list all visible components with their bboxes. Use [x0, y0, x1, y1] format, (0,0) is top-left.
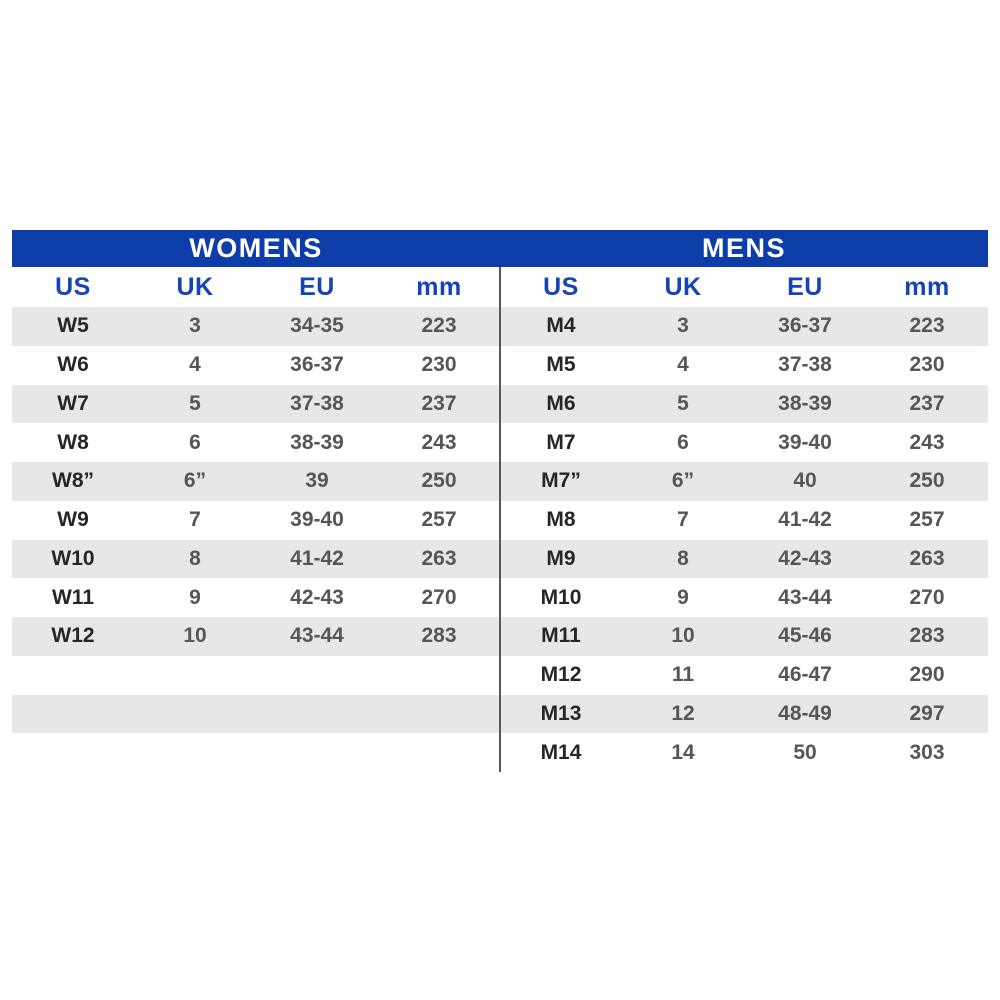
us-cell: M13 [540, 701, 582, 725]
mm-cell: 263 [421, 546, 457, 570]
eu-cell: 34-35 [290, 314, 344, 338]
mens-table [500, 267, 988, 772]
us-cell: M5 [546, 353, 576, 377]
mm-cell: 283 [421, 624, 457, 648]
us-cell: M10 [540, 585, 582, 609]
us-cell: M9 [546, 546, 576, 570]
mm-cell: 270 [909, 585, 945, 609]
empty-table-row [12, 733, 500, 772]
eu-cell: 39-40 [778, 430, 832, 454]
uk-cell: 10 [671, 624, 695, 648]
mm-cell: 230 [421, 353, 457, 377]
mm-cell: 243 [909, 430, 945, 454]
mm-cell: 290 [909, 663, 945, 687]
us-cell: W10 [51, 546, 95, 570]
table-row [500, 578, 988, 617]
us-cell: M11 [541, 624, 581, 648]
uk-cell: 8 [677, 546, 689, 570]
mm-cell: 270 [421, 585, 457, 609]
eu-cell: 37-38 [290, 391, 344, 415]
us-cell: W6 [57, 353, 89, 377]
eu-cell: 36-37 [778, 314, 832, 338]
uk-cell: 11 [671, 663, 695, 687]
us-cell: M6 [546, 391, 576, 415]
eu-cell: 42-43 [778, 546, 832, 570]
mm-cell: 243 [421, 430, 457, 454]
uk-cell: 12 [671, 701, 695, 725]
table-row [12, 346, 500, 385]
eu-cell: 45-46 [778, 624, 832, 648]
table-row [12, 462, 500, 501]
mm-cell: 237 [909, 391, 945, 415]
uk-cell: 7 [189, 508, 201, 532]
uk-cell: 8 [189, 546, 201, 570]
chart-body [12, 267, 988, 772]
uk-cell: 4 [189, 353, 201, 377]
uk-cell: 6” [671, 469, 695, 493]
column-header-eu: EU [787, 272, 823, 301]
us-cell: M14 [540, 740, 582, 764]
table-row [500, 617, 988, 656]
table-row [12, 307, 500, 346]
table-row [500, 307, 988, 346]
table-row [12, 423, 500, 462]
uk-cell: 3 [677, 314, 689, 338]
table-row [12, 617, 500, 656]
uk-cell: 5 [677, 391, 689, 415]
table-row [500, 423, 988, 462]
eu-cell: 43-44 [290, 624, 344, 648]
eu-cell: 39 [305, 469, 329, 493]
uk-cell: 7 [677, 508, 689, 532]
table-row [500, 346, 988, 385]
eu-cell: 38-39 [290, 430, 344, 454]
us-cell: W7 [57, 391, 89, 415]
table-row [500, 540, 988, 579]
table-row [500, 501, 988, 540]
mm-cell: 303 [909, 740, 945, 764]
us-cell: W8 [57, 430, 89, 454]
mens-section-title: MENS [701, 233, 786, 263]
us-cell: W8” [52, 469, 94, 493]
us-cell: M4 [546, 314, 576, 338]
size-conversion-chart [12, 230, 988, 772]
eu-cell: 43-44 [778, 585, 832, 609]
mm-cell: 230 [909, 353, 945, 377]
mm-cell: 223 [909, 314, 945, 338]
mm-cell: 223 [421, 314, 457, 338]
uk-cell: 6 [189, 430, 201, 454]
us-cell: W9 [57, 508, 89, 532]
eu-cell: 50 [793, 740, 817, 764]
mm-cell: 283 [909, 624, 945, 648]
mm-cell: 257 [909, 508, 945, 532]
chart-title-bar [12, 230, 988, 267]
column-header-uk: UK [176, 272, 214, 301]
us-cell: M7” [541, 469, 581, 493]
us-cell: W12 [51, 624, 95, 648]
column-header-eu: EU [299, 272, 335, 301]
us-cell: W11 [51, 585, 95, 609]
table-row [12, 501, 500, 540]
column-header-mm: mm [416, 272, 462, 301]
uk-cell: 3 [189, 314, 201, 338]
empty-table-row [12, 656, 500, 695]
uk-cell: 4 [677, 353, 689, 377]
eu-cell: 42-43 [290, 585, 344, 609]
uk-cell: 6 [677, 430, 689, 454]
mm-cell: 263 [909, 546, 945, 570]
uk-cell: 9 [189, 585, 201, 609]
us-cell: M8 [546, 508, 576, 532]
us-cell: M7 [546, 430, 576, 454]
womens-section-title: WOMENS [189, 233, 323, 263]
uk-cell: 6” [183, 469, 207, 493]
table-row [12, 385, 500, 424]
eu-cell: 41-42 [778, 508, 832, 532]
column-header-us: US [55, 272, 91, 301]
eu-cell: 37-38 [778, 353, 832, 377]
mm-cell: 250 [909, 469, 945, 493]
empty-table-row [12, 695, 500, 734]
mm-cell: 250 [421, 469, 457, 493]
table-divider [499, 267, 501, 772]
eu-cell: 36-37 [290, 353, 344, 377]
column-header-row [12, 267, 500, 307]
womens-table [12, 267, 500, 772]
mm-cell: 237 [421, 391, 457, 415]
column-header-row [500, 267, 988, 307]
column-header-us: US [543, 272, 579, 301]
us-cell: M12 [540, 663, 582, 687]
eu-cell: 40 [793, 469, 817, 493]
mm-cell: 297 [909, 701, 945, 725]
table-row [12, 540, 500, 579]
eu-cell: 41-42 [290, 546, 344, 570]
table-row [500, 385, 988, 424]
table-row [500, 656, 988, 695]
uk-cell: 14 [671, 740, 695, 764]
table-row [500, 695, 988, 734]
column-header-mm: mm [904, 272, 950, 301]
table-row [500, 462, 988, 501]
us-cell: W5 [57, 314, 89, 338]
column-header-uk: UK [664, 272, 702, 301]
uk-cell: 5 [189, 391, 201, 415]
uk-cell: 10 [183, 624, 207, 648]
uk-cell: 9 [677, 585, 689, 609]
table-row [500, 733, 988, 772]
eu-cell: 38-39 [778, 391, 832, 415]
mm-cell: 257 [421, 508, 457, 532]
eu-cell: 39-40 [290, 508, 344, 532]
eu-cell: 48-49 [778, 701, 832, 725]
table-row [12, 578, 500, 617]
eu-cell: 46-47 [778, 663, 832, 687]
